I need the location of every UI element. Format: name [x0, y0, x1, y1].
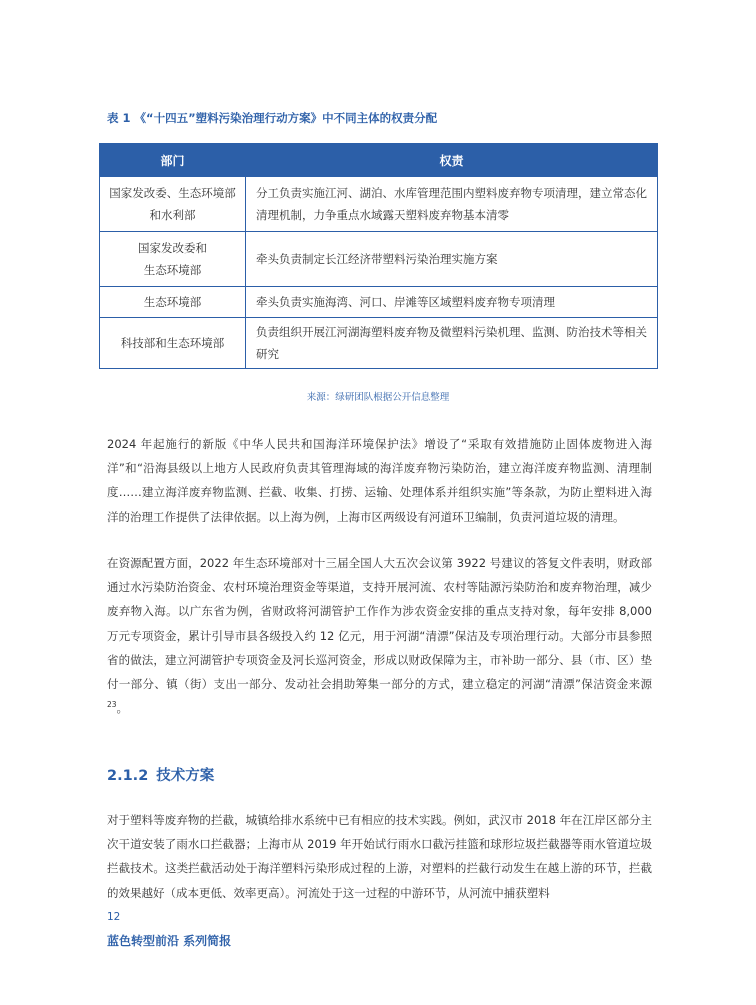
body-paragraph-technology: 对于塑料等废弃物的拦截，城镇给排水系统中已有相应的技术实践。例如，武汉市 2018 年在江岸区部分主次干道安装了雨水口拦截器；上海市从 2019 年开始试行雨水口截污挂篮和球形垃圾拦截器等雨水管道垃圾拦截技术。这类拦截活动处于海洋塑料污染形成过程的上游，对塑料的拦截行动发生在越上游的环节，拦截的效果越好（成本更低、效率更高）。河流处于这一过程的中游环节，从河流中捕获塑料 [107, 813, 652, 900]
section-title: 技术方案 [156, 768, 215, 784]
department-cell [100, 177, 246, 232]
table-header-row [100, 144, 658, 177]
body-paragraph-law: 2024 年起施行的新版《中华人民共和国海洋环境保护法》增设了“采取有效措施防止固体废物进入海洋”和“沿海县级以上地方人民政府负责其管理海域的海洋废弃物污染防治，建立海洋废弃物监测、清理制度……建立海洋废弃物监测、拦截、收集、打捞、运输、处理体系并组织实施”等条款，为防止塑料进入海洋的治理工作提供了法律依据。以上海为例，上海市区两级设有河道环卫编制，负责河道垃圾的清理。 [107, 437, 652, 524]
table-row [100, 287, 658, 318]
department-cell [100, 232, 246, 287]
department-cell [100, 287, 246, 318]
column-header-department: 部门 [100, 144, 246, 177]
table-row [100, 232, 658, 287]
department-cell [100, 318, 246, 369]
department-line: 科技部和生态环境部 [120, 336, 225, 350]
department-line: 国家发改委和 [138, 241, 207, 255]
publication-title: 蓝色转型前沿 系列简报 [107, 934, 232, 948]
table-caption: 表 1 《“十四五”塑料污染治理行动方案》中不同主体的权责分配 [107, 111, 438, 125]
responsibility-cell: 牵头负责制定长江经济带塑料污染治理实施方案 [246, 232, 658, 287]
column-header-responsibility: 权责 [246, 144, 658, 177]
paragraph-end: 。 [116, 701, 129, 716]
responsibility-cell: 负责组织开展江河湖海塑料废弃物及微塑料污染机理、监测、防治技术等相关研究 [246, 318, 658, 369]
body-paragraph-funding [107, 551, 652, 720]
department-line: 生态环境部 [143, 295, 202, 309]
table-source-note: 来源：绿研团队根据公开信息整理 [306, 392, 450, 403]
paragraph-text: 在资源配置方面，2022 年生态环境部对十三届全国人大五次会议第 3922 号建议的答复文件表明，财政部通过水污染防治资金、农村环境治理资金等渠道，支持开展河流、农村等陆源污染防治和废弃物治理，减少废弃物入海。以广东省为例，省财政将河湖管护工作作为涉农资金安排的重点支持对象，每年安排 8,000 万元专项资金，累计引导市县各级投入约 12 亿元，用于河湖“清漂”保洁及专项治理行动。大部分市县参照省的做法，建立河湖管护专项资金及河长巡河资金，形成以财政保障为主，市补助一部分、县（市、区）垫付一部分、镇（街）支出一部分、发动社会捐助筹集一部分的方式，建立稳定的河湖“清漂”保洁资金来源 [107, 556, 652, 692]
responsibility-table [99, 143, 658, 369]
table-row [100, 318, 658, 369]
footnote-reference: 23 [107, 700, 117, 710]
department-line: 国家发改委、生态环境部 [109, 186, 236, 200]
section-heading [107, 764, 214, 785]
responsibility-cell: 分工负责实施江河、湖泊、水库管理范围内塑料废弃物专项清理，建立常态化清理机制，力争重点水域露天塑料废弃物基本清零 [246, 177, 658, 232]
page-number: 12 [107, 911, 121, 923]
department-line: 和水利部 [149, 208, 196, 222]
responsibility-cell: 牵头负责实施海湾、河口、岸滩等区域塑料废弃物专项清理 [246, 287, 658, 318]
table-row [100, 177, 658, 232]
section-number: 2.1.2 [107, 768, 149, 784]
department-line: 生态环境部 [143, 263, 202, 277]
